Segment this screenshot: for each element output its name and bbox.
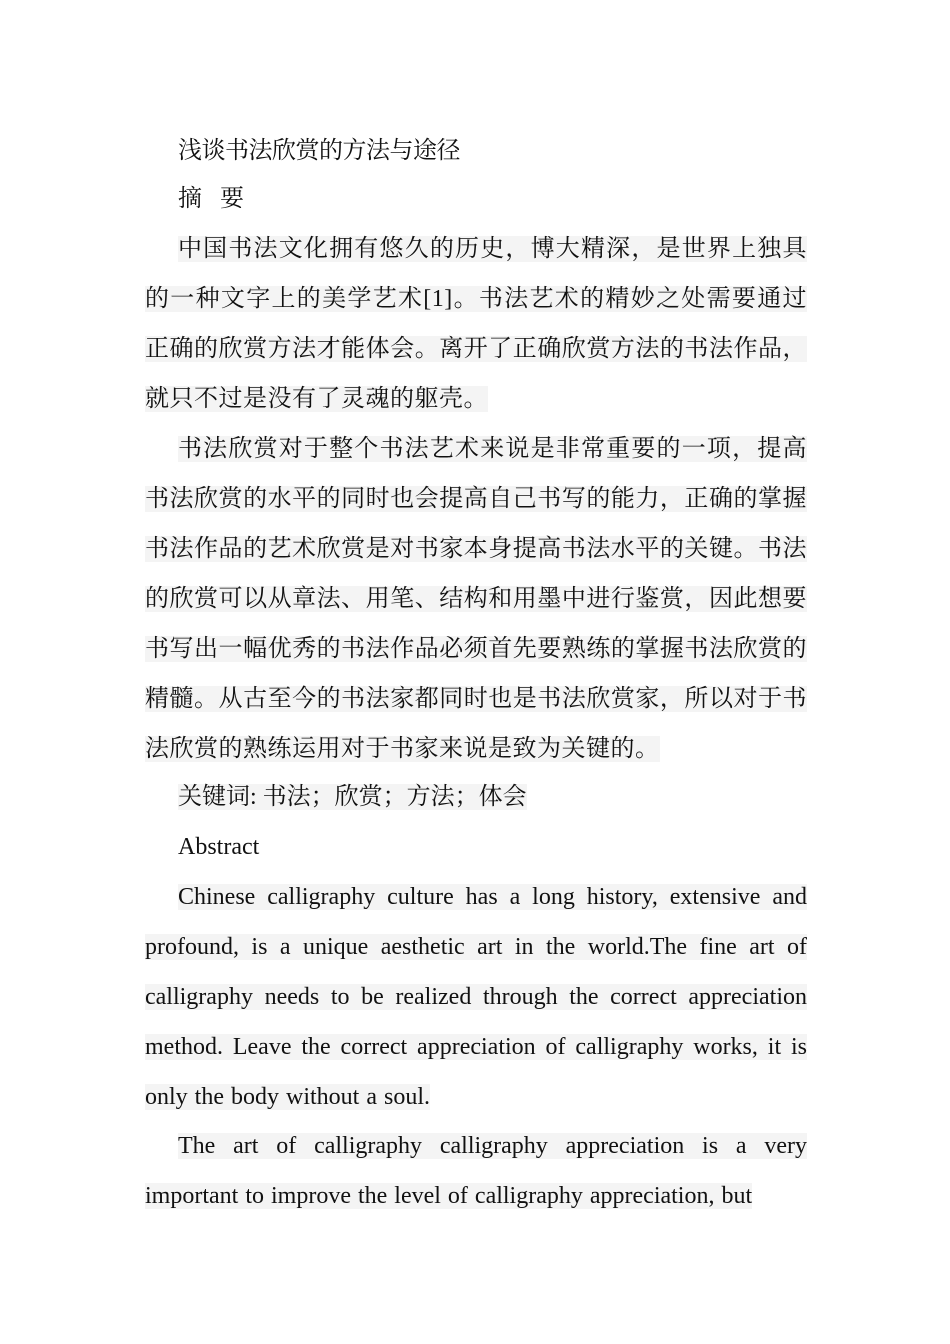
keywords-line — [178, 778, 527, 816]
abstract-paragraph-en-1 — [145, 872, 807, 1122]
abstract-paragraph-en-2 — [145, 1121, 807, 1221]
page-title: 浅谈书法欣赏的方法与途径 — [178, 136, 460, 164]
abstract-paragraph-cn-2 — [145, 424, 807, 774]
paragraph-text: 中国书法文化拥有悠久的历史，博大精深，是世界上独具的一种文字上的美学艺术[1]。书法艺术的精妙之处需要通过正确的欣赏方法才能体会。离开了正确欣赏方法的书法作品，就只不过是没有了灵魂的躯壳。 — [145, 236, 807, 412]
abstract-heading-en: Abstract — [178, 834, 260, 860]
paragraph-text: Chinese calligraphy culture has a long history, extensive and profound, is a unique aesthetic art in the world.The fine art of calligraphy needs to be realized through the correct appreciation method. Leave the correct appreciation of calligraphy works, it is only the body without a soul. — [145, 884, 807, 1110]
keywords-text: 关键词: 书法；欣赏；方法；体会 — [178, 784, 527, 810]
paragraph-text: 书法欣赏对于整个书法艺术来说是非常重要的一项，提高书法欣赏的水平的同时也会提高自己书写的能力，正确的掌握书法作品的艺术欣赏是对书家本身提高书法水平的关键。书法的欣赏可以从章法、用笔、结构和用墨中进行鉴赏，因此想要书写出一幅优秀的书法作品必须首先要熟练的掌握书法欣赏的精髓。从古至今的书法家都同时也是书法欣赏家，所以对于书法欣赏的熟练运用对于书家来说是致为关键的。 — [145, 436, 807, 762]
abstract-heading-cn: 摘 要 — [178, 186, 250, 212]
abstract-paragraph-cn-1 — [145, 224, 807, 424]
paragraph-text: The art of calligraphy calligraphy appreciation is a very important to improve the level of calligraphy appreciation, but — [145, 1133, 807, 1209]
